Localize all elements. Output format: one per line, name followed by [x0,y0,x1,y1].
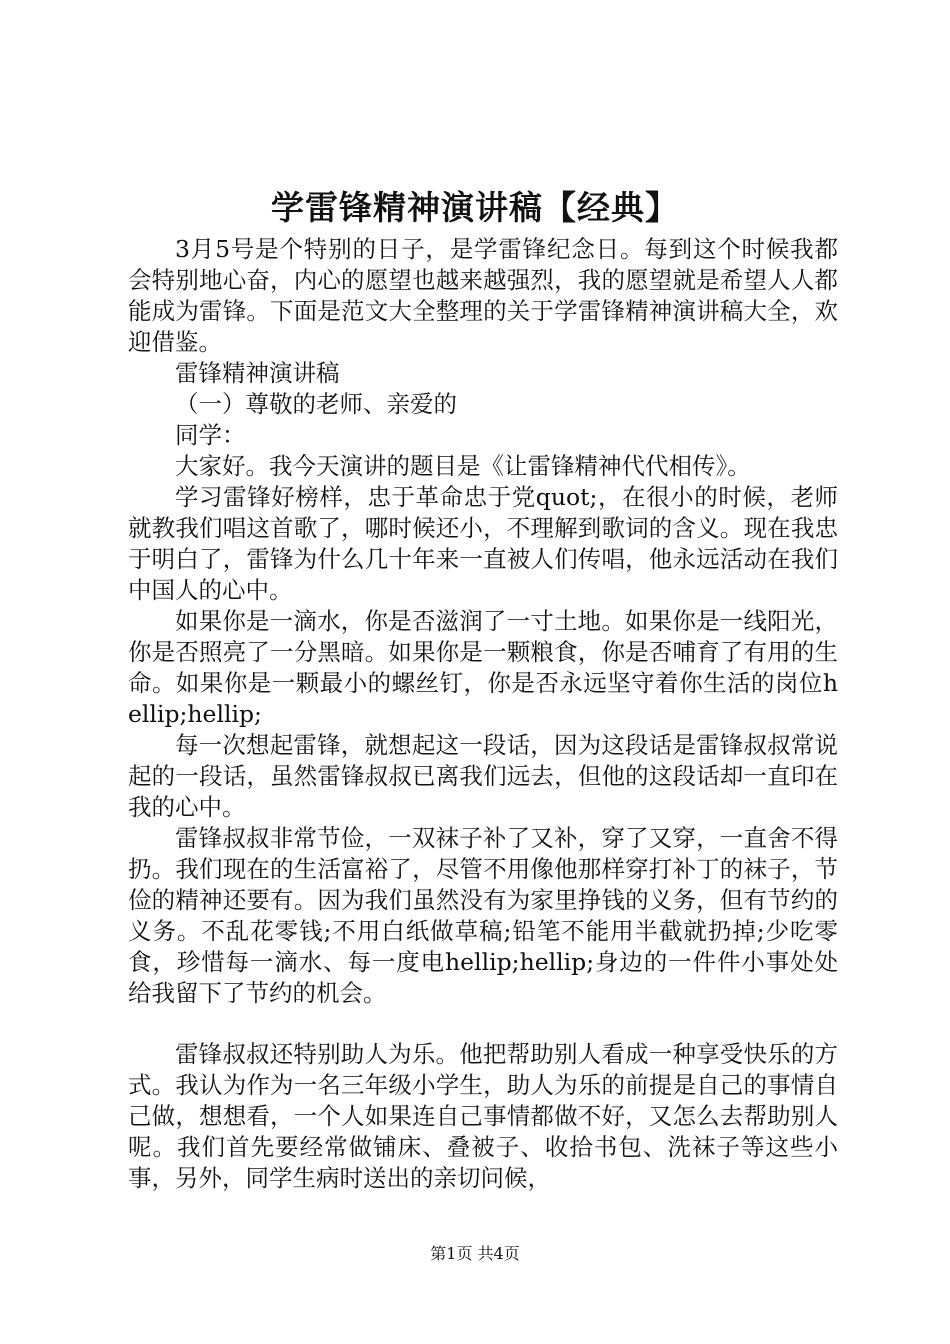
paragraph-song: 学习雷锋好榜样，忠于革命忠于党quot;，在很小的时候，老师就教我们唱这首歌了，哪时候还小，不理解到歌词的含义。现在我忠于明白了，雷锋为什么几十年来一直被人们传唱，他永远活动在我们中国人的心中。 [128,483,838,604]
paragraph-water-drop: 如果你是一滴水，你是否滋润了一寸土地。如果你是一线阳光，你是否照亮了一分黑暗。如果你是一颗粮食，你是否哺育了有用的生命。如果你是一颗最小的螺丝钉，你是否永远坚守着你生活的岗位hellip;hellip; [128,607,838,728]
document-body [128,234,838,1194]
paragraph-spacer [128,1009,838,1039]
paragraph-greeting: 大家好。我今天演讲的题目是《让雷锋精神代代相传》。 [175,452,751,480]
page-number-footer: 第1页 共4页 [430,1244,520,1263]
paragraph-helping: 雷锋叔叔还特别助人为乐。他把帮助别人看成一种享受快乐的方式。我认为作为一名三年级小学生，助人为乐的前提是自己的事情自己做，想想看，一个人如果连自己事情都做不好，又怎么去帮助别人呢。我们首先要经常做铺床、叠被子、收拾书包、洗袜子等这些小事，另外，同学生病时送出的亲切问候， [128,1040,838,1192]
paragraph-frugal: 雷锋叔叔非常节俭，一双袜子补了又补，穿了又穿，一直舍不得扔。我们现在的生活富裕了，尽管不用像他那样穿打补丁的袜子，节俭的精神还要有。因为我们虽然没有为家里挣钱的义务，但有节约的义务。不乱花零钱;不用白纸做草稿;铅笔不能用半截就扔掉;少吃零食，珍惜每一滴水、每一度电hellip;hellip;身边的一件件小事处处给我留下了节约的机会。 [128,824,838,1007]
page-title: 学雷锋精神演讲稿【经典】 [271,188,679,227]
paragraph-salutation: （一）尊敬的老师、亲爱的 [175,390,457,418]
paragraph-remember: 每一次想起雷锋，就想起这一段话，因为这段话是雷锋叔叔常说起的一段话，虽然雷锋叔叔已离我们远去，但他的这段话却一直印在我的心中。 [128,731,838,821]
paragraph-classmates: 同学： [175,421,246,449]
paragraph-heading: 雷锋精神演讲稿 [175,359,340,387]
paragraph-intro: 3月5号是个特别的日子，是学雷锋纪念日。每到这个时候我都会特别地心奋，内心的愿望也越来越强烈，我的愿望就是希望人人都能成为雷锋。下面是范文大全整理的关于学雷锋精神演讲稿大全，欢迎借鉴。 [128,235,838,356]
